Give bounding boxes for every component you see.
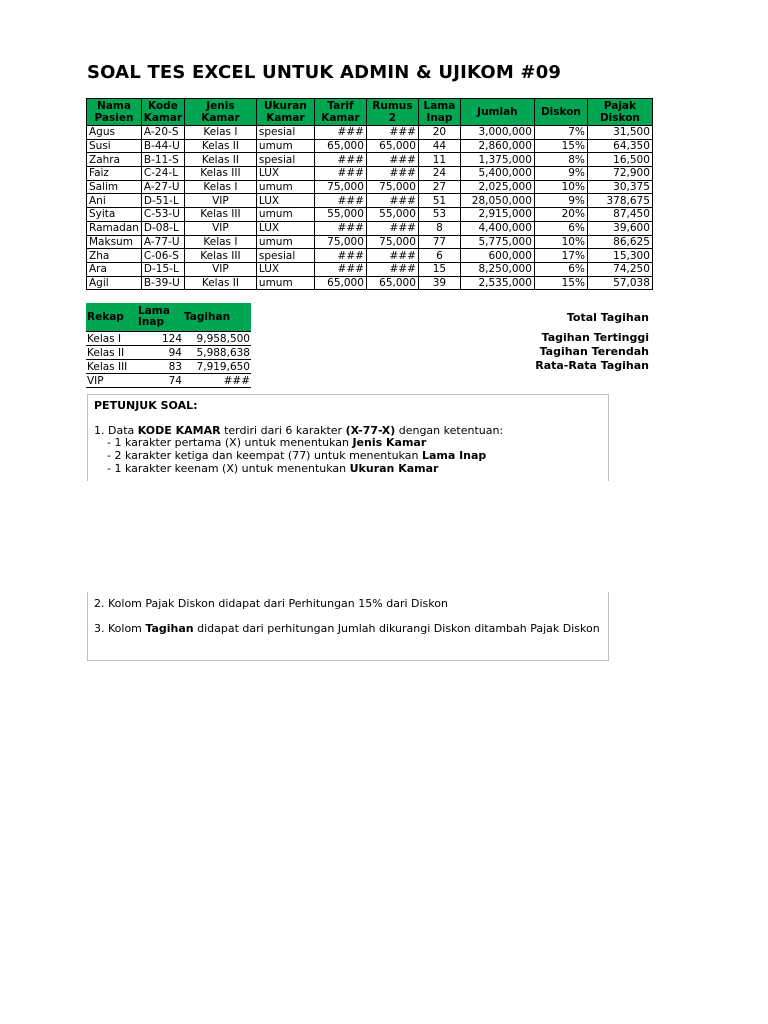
rekap-cell[interactable]: Kelas II [86,346,137,360]
table-cell[interactable]: 15,300 [587,249,652,263]
table-cell[interactable]: ### [366,249,418,263]
table-cell[interactable]: ### [366,167,418,181]
table-cell[interactable]: umum [256,235,314,249]
table-cell[interactable]: 17% [534,249,587,263]
table-cell[interactable]: D-08-L [141,221,184,235]
instructions-box-top [87,394,609,481]
note-3: 3. Kolom Tagihan didapat dari perhitungan Jumlah dikurangi Diskon ditambah Pajak Diskon [94,622,600,635]
table-cell[interactable]: B-39-U [141,276,184,290]
table-cell[interactable]: ### [366,153,418,167]
rekap-cell[interactable]: 74 [137,374,183,388]
column-header: Tarif Kamar [314,99,366,126]
table-cell[interactable]: 87,450 [587,208,652,222]
table-cell[interactable]: Agus [87,126,142,140]
table-cell[interactable]: 75,000 [314,235,366,249]
table-cell[interactable]: Ara [87,262,142,276]
table-cell[interactable]: C-53-U [141,208,184,222]
table-cell[interactable]: Kelas III [184,208,256,222]
rekap-row [86,332,251,346]
table-cell[interactable]: 64,350 [587,139,652,153]
table-row [87,167,653,181]
table-cell[interactable]: spesial [256,249,314,263]
table-cell[interactable]: 20% [534,208,587,222]
table-cell[interactable]: A-27-U [141,180,184,194]
rekap-column-header: Rekap [86,303,137,332]
rata-rata-tagihan-label: Rata-Rata Tagihan [535,359,649,372]
table-cell[interactable]: 15% [534,276,587,290]
table-cell[interactable]: 53 [418,208,460,222]
column-header: Jenis Kamar [184,99,256,126]
table-row [87,235,653,249]
rekap-cell[interactable]: VIP [86,374,137,388]
table-cell[interactable]: 6 [418,249,460,263]
rekap-cell[interactable]: 5,988,638 [183,346,251,360]
rekap-cell[interactable]: 7,919,650 [183,360,251,374]
rekap-table [86,303,251,388]
table-cell[interactable]: Susi [87,139,142,153]
note-1-bullet-1: - 1 karakter pertama (X) untuk menentukan Jenis Kamar [107,436,427,449]
rekap-cell[interactable]: 83 [137,360,183,374]
table-cell[interactable]: 2,860,000 [460,139,534,153]
total-tagihan-label: Total Tagihan [566,311,649,324]
table-cell[interactable]: 72,900 [587,167,652,181]
table-cell[interactable]: 65,000 [314,276,366,290]
table-cell[interactable]: 600,000 [460,249,534,263]
rekap-cell[interactable]: 94 [137,346,183,360]
table-cell[interactable]: Zahra [87,153,142,167]
rekap-row [86,360,251,374]
table-cell[interactable]: ### [314,194,366,208]
rekap-cell[interactable]: Kelas I [86,332,137,346]
table-cell[interactable]: A-20-S [141,126,184,140]
table-cell[interactable]: Kelas I [184,126,256,140]
table-cell[interactable]: 24 [418,167,460,181]
table-cell[interactable]: 77 [418,235,460,249]
tagihan-terendah-label: Tagihan Terendah [539,345,649,358]
rekap-cell[interactable]: ### [183,374,251,388]
table-cell[interactable]: 11 [418,153,460,167]
note-1-bullet-3: - 1 karakter keenam (X) untuk menentukan Ukuran Kamar [107,462,439,475]
table-cell[interactable]: Kelas II [184,276,256,290]
table-cell[interactable]: Maksum [87,235,142,249]
column-header: Diskon [534,99,587,126]
table-cell[interactable]: 2,915,000 [460,208,534,222]
table-cell[interactable]: 75,000 [314,180,366,194]
rekap-column-header: Lama Inap [137,303,183,332]
table-cell[interactable]: 65,000 [366,139,418,153]
table-cell[interactable]: 378,675 [587,194,652,208]
column-header: Jumlah [460,99,534,126]
table-cell[interactable]: Agil [87,276,142,290]
table-cell[interactable]: 2,535,000 [460,276,534,290]
table-row [87,249,653,263]
table-cell[interactable]: Ramadan [87,221,142,235]
table-cell[interactable]: 65,000 [314,139,366,153]
rekap-column-header: Tagihan [183,303,251,332]
table-row [87,208,653,222]
table-cell[interactable]: Syita [87,208,142,222]
table-cell[interactable]: VIP [184,262,256,276]
table-cell[interactable]: ### [314,126,366,140]
table-cell[interactable]: 15% [534,139,587,153]
table-cell[interactable]: 51 [418,194,460,208]
table-cell[interactable]: D-51-L [141,194,184,208]
table-cell[interactable]: ### [366,194,418,208]
table-cell[interactable]: 3,000,000 [460,126,534,140]
table-cell[interactable]: D-15-L [141,262,184,276]
table-cell[interactable]: A-77-U [141,235,184,249]
table-cell[interactable]: 55,000 [314,208,366,222]
table-cell[interactable]: 74,250 [587,262,652,276]
table-cell[interactable]: spesial [256,153,314,167]
table-cell[interactable]: ### [314,167,366,181]
table-cell[interactable]: umum [256,180,314,194]
table-cell[interactable]: umum [256,139,314,153]
table-cell[interactable]: 75,000 [366,235,418,249]
table-cell[interactable]: 57,038 [587,276,652,290]
table-cell[interactable]: 9% [534,167,587,181]
table-cell[interactable]: 10% [534,235,587,249]
table-row [87,139,653,153]
table-cell[interactable]: ### [366,262,418,276]
column-header: Nama Pasien [87,99,142,126]
note-1-bullet-2: - 2 karakter ketiga dan keempat (77) untuk menentukan Lama Inap [107,449,487,462]
rekap-row [86,346,251,360]
table-cell[interactable]: 7% [534,126,587,140]
instructions-box-bottom [87,592,609,661]
table-cell[interactable]: Zha [87,249,142,263]
table-cell[interactable]: umum [256,208,314,222]
table-cell[interactable]: Salim [87,180,142,194]
table-cell[interactable]: 55,000 [366,208,418,222]
table-cell[interactable]: 8,250,000 [460,262,534,276]
table-cell[interactable]: spesial [256,126,314,140]
table-cell[interactable]: C-06-S [141,249,184,263]
table-cell[interactable]: 6% [534,221,587,235]
table-cell[interactable]: 65,000 [366,276,418,290]
table-cell[interactable]: 86,625 [587,235,652,249]
table-cell[interactable]: Kelas III [184,167,256,181]
table-cell[interactable]: B-44-U [141,139,184,153]
table-cell[interactable]: ### [366,221,418,235]
tagihan-tertinggi-label: Tagihan Tertinggi [541,331,649,344]
table-cell[interactable]: 2,025,000 [460,180,534,194]
instructions-heading: PETUNJUK SOAL: [94,399,198,412]
table-cell[interactable]: 8 [418,221,460,235]
table-cell[interactable]: Faiz [87,167,142,181]
column-header: Pajak Diskon [587,99,652,126]
table-cell[interactable]: 75,000 [366,180,418,194]
rekap-cell[interactable]: 124 [137,332,183,346]
column-header: Ukuran Kamar [256,99,314,126]
table-cell[interactable]: Ani [87,194,142,208]
table-cell[interactable]: Kelas II [184,153,256,167]
table-row [87,153,653,167]
table-cell[interactable]: 39 [418,276,460,290]
table-row [87,180,653,194]
table-cell[interactable]: ### [366,126,418,140]
page-title: SOAL TES EXCEL UNTUK ADMIN & UJIKOM #09 [87,62,562,83]
table-cell[interactable]: Kelas I [184,180,256,194]
table-cell[interactable]: Kelas I [184,235,256,249]
table-cell[interactable]: 6% [534,262,587,276]
table-cell[interactable]: 31,500 [587,126,652,140]
table-cell[interactable]: VIP [184,194,256,208]
rekap-cell[interactable]: 9,958,500 [183,332,251,346]
table-cell[interactable]: 28,050,000 [460,194,534,208]
column-header: Kode Kamar [141,99,184,126]
table-cell[interactable]: LUX [256,194,314,208]
table-cell[interactable]: ### [314,262,366,276]
table-row [87,262,653,276]
table-cell[interactable]: 5,400,000 [460,167,534,181]
table-cell[interactable]: ### [314,153,366,167]
patient-table [86,98,653,290]
table-cell[interactable]: Kelas II [184,139,256,153]
table-cell[interactable]: ### [314,249,366,263]
table-cell[interactable]: LUX [256,167,314,181]
note-2: 2. Kolom Pajak Diskon didapat dari Perhitungan 15% dari Diskon [94,597,448,610]
table-cell[interactable]: 44 [418,139,460,153]
table-cell[interactable]: 10% [534,180,587,194]
table-cell[interactable]: 8% [534,153,587,167]
table-row [87,221,653,235]
column-header: Lama Inap [418,99,460,126]
table-cell[interactable]: Kelas III [184,249,256,263]
table-cell[interactable]: 27 [418,180,460,194]
table-row [87,126,653,140]
table-cell[interactable]: 30,375 [587,180,652,194]
rekap-row [86,374,251,388]
table-cell[interactable]: 15 [418,262,460,276]
table-cell[interactable]: 1,375,000 [460,153,534,167]
table-cell[interactable]: 20 [418,126,460,140]
table-cell[interactable]: 4,400,000 [460,221,534,235]
table-row [87,194,653,208]
table-cell[interactable]: 5,775,000 [460,235,534,249]
table-cell[interactable]: LUX [256,221,314,235]
table-cell[interactable]: ### [314,221,366,235]
column-header: Rumus 2 [366,99,418,126]
table-cell[interactable]: B-11-S [141,153,184,167]
table-cell[interactable]: 9% [534,194,587,208]
table-cell[interactable]: 39,600 [587,221,652,235]
table-cell[interactable]: 16,500 [587,153,652,167]
table-cell[interactable]: LUX [256,262,314,276]
rekap-cell[interactable]: Kelas III [86,360,137,374]
table-cell[interactable]: C-24-L [141,167,184,181]
table-row [87,276,653,290]
table-cell[interactable]: umum [256,276,314,290]
table-cell[interactable]: VIP [184,221,256,235]
note-1: 1. Data KODE KAMAR terdiri dari 6 karakter (X-77-X) dengan ketentuan: [94,424,504,437]
